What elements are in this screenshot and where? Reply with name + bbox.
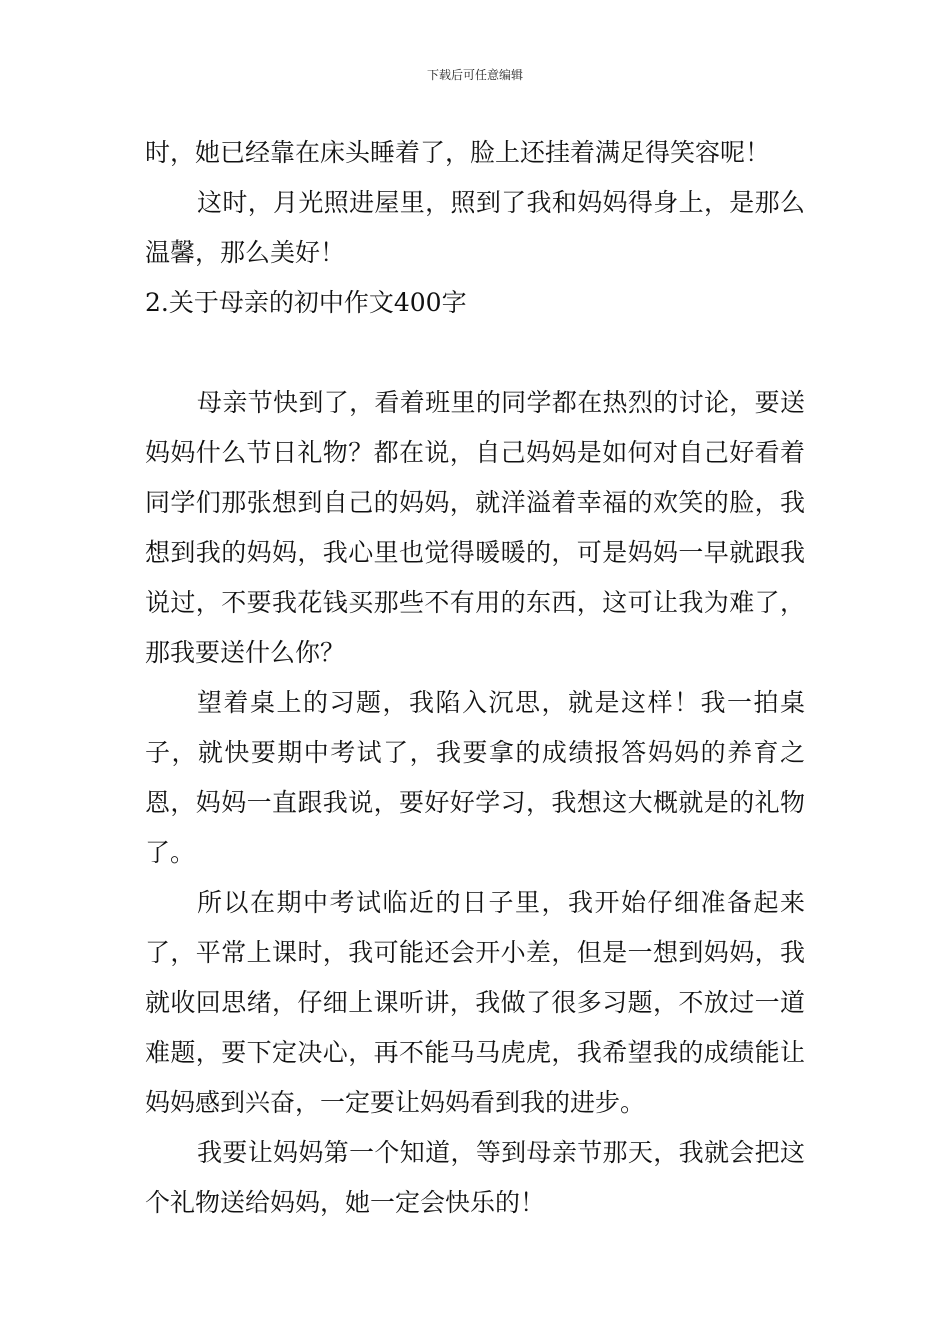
document-body (145, 128, 805, 1228)
section-heading: 2.关于母亲的初中作文400字 (145, 288, 467, 317)
paragraph-2: 望着桌上的习题，我陷入沉思，就是这样！我一拍桌子，就快要期中考试了，我要拿的成绩报答妈妈的养育之恩，妈妈一直跟我说，要好好学习，我想这大概就是的礼物了。 (145, 688, 805, 867)
paragraph-4: 我要让妈妈第一个知道，等到母亲节那天，我就会把这个礼物送给妈妈，她一定会快乐的！ (145, 1138, 805, 1217)
page-header-note: 下载后可任意编辑 (426, 68, 523, 82)
paragraph-continued: 时，她已经靠在床头睡着了，脸上还挂着满足得笑容呢！ (145, 138, 771, 167)
section-spacer (145, 328, 805, 378)
paragraph-1: 母亲节快到了，看着班里的同学都在热烈的讨论，要送妈妈什么节日礼物？都在说，自己妈妈是如何对自己好看着同学们那张想到自己的妈妈，就洋溢着幸福的欢笑的脸，我想到我的妈妈，我心里也觉得暖暖的，可是妈妈一早就跟我说过，不要我花钱买那些不有用的东西，这可让我为难了，那我要送什么你？ (145, 388, 805, 667)
paragraph-moonlight: 这时，月光照进屋里，照到了我和妈妈得身上，是那么温馨，那么美好！ (145, 188, 805, 267)
paragraph-3: 所以在期中考试临近的日子里，我开始仔细准备起来了，平常上课时，我可能还会开小差，但是一想到妈妈，我就收回思绪，仔细上课听讲，我做了很多习题，不放过一道难题，要下定决心，再不能马马虎虎，我希望我的成绩能让妈妈感到兴奋，一定要让妈妈看到我的进步。 (145, 888, 805, 1117)
